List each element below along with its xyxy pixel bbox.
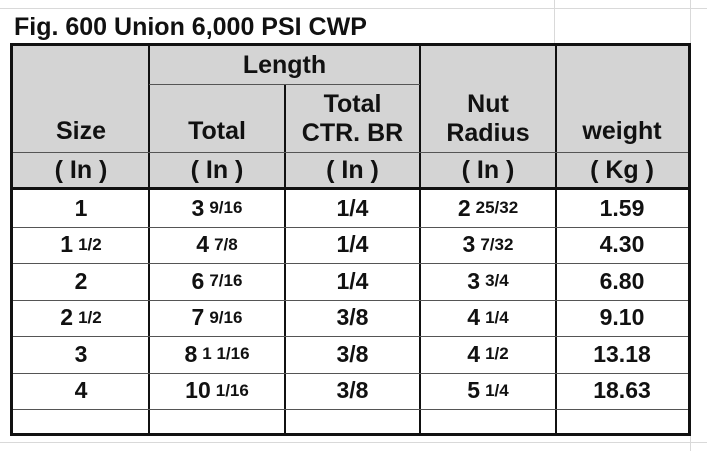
value-whole: 6 bbox=[191, 267, 205, 294]
header-nut-line2: Radius bbox=[446, 119, 530, 147]
value-fraction: 1/2 bbox=[78, 307, 102, 327]
header-total-label: Total bbox=[188, 117, 246, 145]
figure-caption: Fig. 600 Union 6,000 PSI CWP bbox=[14, 13, 367, 41]
value-whole: 3 bbox=[462, 231, 476, 258]
cell-nut bbox=[420, 227, 556, 264]
cell-weight: 1.59 bbox=[599, 194, 645, 221]
empty-cell bbox=[13, 409, 149, 446]
cell-nut bbox=[420, 373, 556, 410]
cell-ctr: 3/8 bbox=[336, 340, 369, 367]
unit-weight: ( Kg ) bbox=[556, 152, 688, 188]
header-nut-radius bbox=[420, 46, 556, 152]
header-nut-line1: Nut bbox=[467, 90, 509, 118]
value-whole: 3 bbox=[74, 340, 88, 367]
value-fraction: 1/2 bbox=[485, 344, 509, 364]
value-fraction: 25/32 bbox=[475, 198, 519, 218]
cell-weight: 18.63 bbox=[593, 377, 651, 404]
row-divider bbox=[13, 336, 688, 337]
cell-ctr: 3/8 bbox=[336, 304, 369, 331]
empty-cell bbox=[149, 409, 285, 446]
value-whole: 1 bbox=[74, 194, 88, 221]
value-fraction: 1/2 bbox=[78, 234, 102, 254]
header-total bbox=[149, 84, 285, 152]
unit-ctr-br: ( In ) bbox=[285, 152, 420, 188]
value-whole: 4 bbox=[74, 377, 88, 404]
cell-total bbox=[149, 190, 285, 227]
header-length-label: Length bbox=[242, 50, 327, 79]
value-fraction: 1/16 bbox=[215, 380, 249, 400]
empty-cell bbox=[556, 409, 688, 446]
cell-weight: 9.10 bbox=[599, 304, 645, 331]
value-fraction: 9/16 bbox=[209, 198, 243, 218]
cell-ctr: 1/4 bbox=[336, 194, 369, 221]
cell-weight: 4.30 bbox=[599, 231, 645, 258]
value-whole: 4 bbox=[467, 304, 481, 331]
cell-total bbox=[149, 227, 285, 264]
empty-cell bbox=[285, 409, 420, 446]
cell-size bbox=[13, 336, 149, 373]
cell-total bbox=[149, 263, 285, 300]
cell-ctr: 3/8 bbox=[336, 377, 369, 404]
cell-size bbox=[13, 373, 149, 410]
header-ctr-line1: Total bbox=[323, 90, 382, 118]
cell-nut bbox=[420, 263, 556, 300]
value-fraction: 1/4 bbox=[485, 380, 509, 400]
value-whole: 8 bbox=[184, 340, 198, 367]
value-whole: 5 bbox=[467, 377, 481, 404]
cell-ctr: 1/4 bbox=[336, 231, 369, 258]
value-fraction: 9/16 bbox=[209, 307, 243, 327]
value-whole: 2 bbox=[74, 267, 88, 294]
row-divider bbox=[13, 373, 688, 374]
header-length-group bbox=[149, 46, 420, 84]
union-spec-table bbox=[10, 43, 691, 436]
value-whole: 4 bbox=[467, 340, 481, 367]
cell-size bbox=[13, 190, 149, 227]
unit-total: ( In ) bbox=[149, 152, 285, 188]
value-fraction: 7/16 bbox=[209, 271, 243, 291]
header-size bbox=[13, 46, 149, 152]
value-whole: 3 bbox=[191, 194, 205, 221]
value-whole: 10 bbox=[185, 377, 211, 404]
value-whole: 2 bbox=[457, 194, 471, 221]
header-size-label: Size bbox=[55, 117, 107, 145]
value-whole: 4 bbox=[196, 231, 210, 258]
cell-nut bbox=[420, 190, 556, 227]
value-fraction: 3/4 bbox=[485, 271, 509, 291]
row-divider bbox=[13, 227, 688, 228]
cell-total bbox=[149, 300, 285, 337]
header-weight bbox=[556, 46, 688, 152]
unit-size: ( In ) bbox=[13, 152, 149, 188]
value-fraction: 1/4 bbox=[485, 307, 509, 327]
cell-weight: 13.18 bbox=[593, 340, 651, 367]
value-fraction: 7/8 bbox=[214, 234, 238, 254]
cell-size bbox=[13, 263, 149, 300]
header-total-ctr-br bbox=[285, 84, 420, 152]
row-divider bbox=[13, 263, 688, 264]
cell-total bbox=[149, 373, 285, 410]
value-whole: 3 bbox=[467, 267, 481, 294]
empty-cell bbox=[420, 409, 556, 446]
cell-nut bbox=[420, 336, 556, 373]
value-whole: 7 bbox=[191, 304, 205, 331]
header-ctr-line2: CTR. BR bbox=[301, 119, 404, 147]
cell-nut bbox=[420, 300, 556, 337]
cell-weight: 6.80 bbox=[599, 267, 645, 294]
row-divider bbox=[13, 409, 688, 410]
unit-nut-radius: ( In ) bbox=[420, 152, 556, 188]
value-fraction: 1 1/16 bbox=[202, 344, 250, 364]
cell-size bbox=[13, 300, 149, 337]
row-divider bbox=[13, 300, 688, 301]
header-weight-label: weight bbox=[582, 117, 662, 145]
value-whole: 2 bbox=[60, 304, 74, 331]
value-whole: 1 bbox=[60, 231, 74, 258]
cell-ctr: 1/4 bbox=[336, 267, 369, 294]
value-fraction: 7/32 bbox=[480, 234, 514, 254]
cell-size bbox=[13, 227, 149, 264]
cell-total bbox=[149, 336, 285, 373]
